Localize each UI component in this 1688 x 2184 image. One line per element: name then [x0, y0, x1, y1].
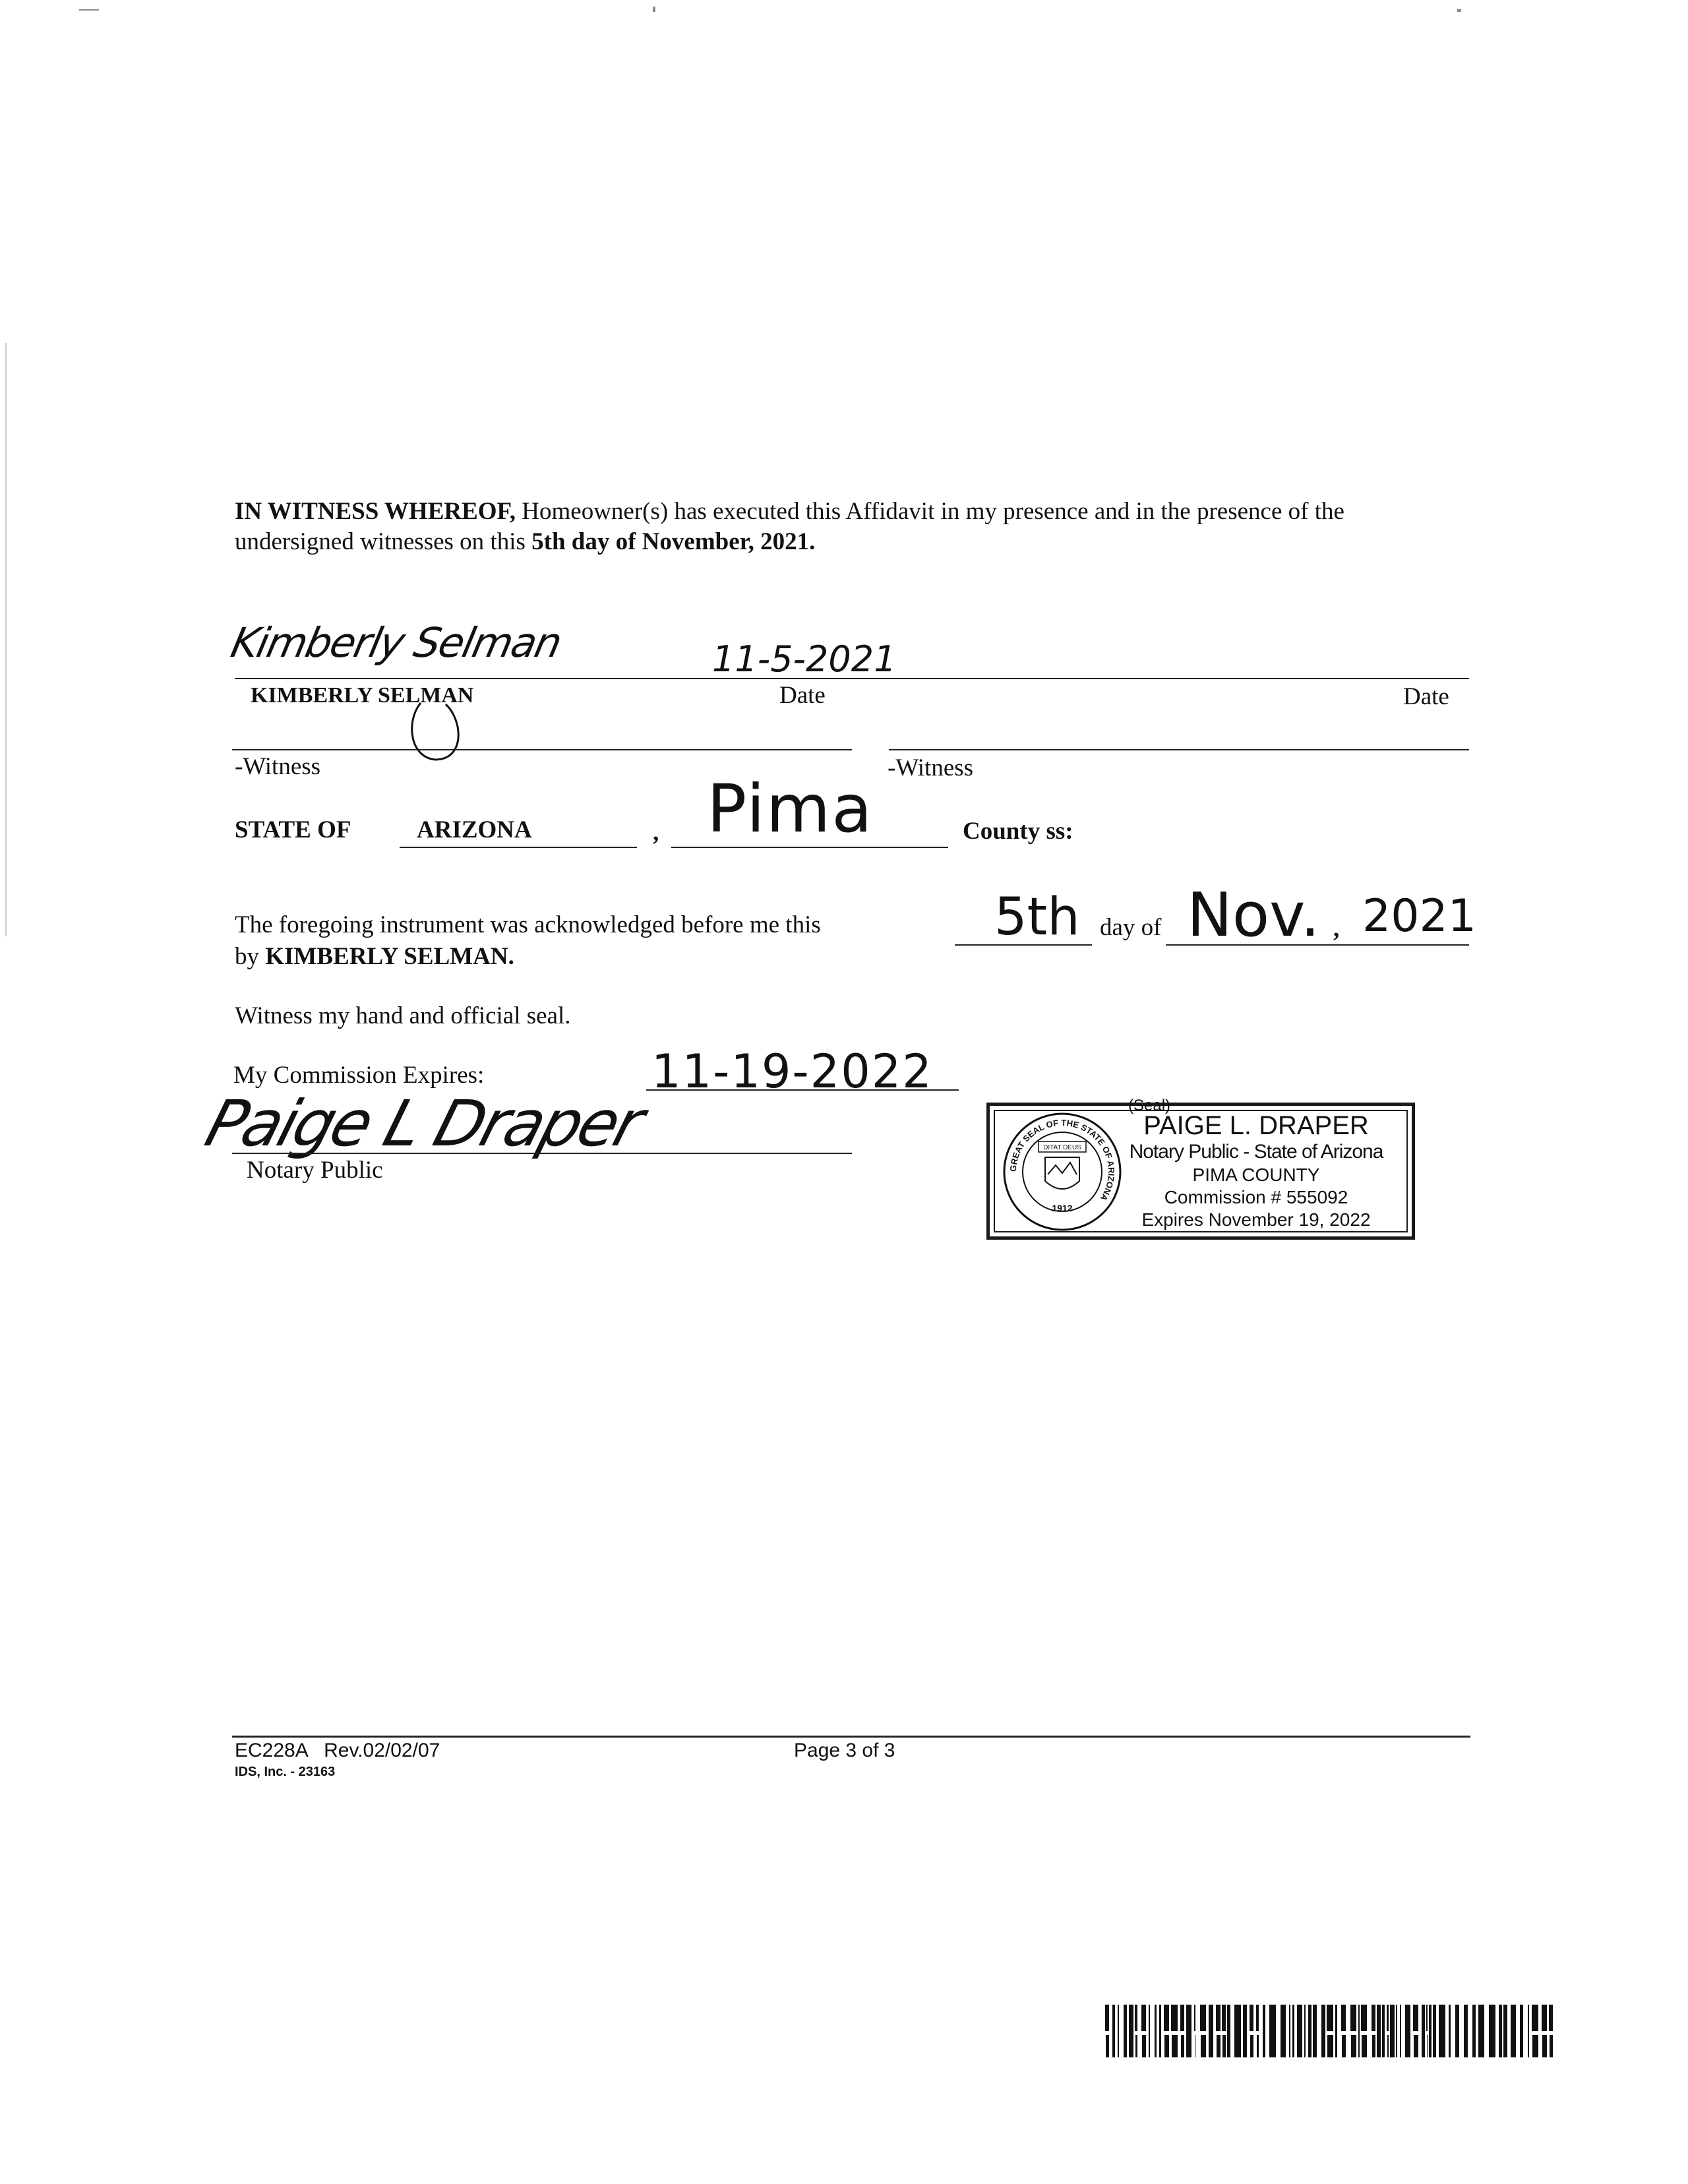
barcode-bar [1439, 2005, 1445, 2057]
barcode-bar [1427, 2035, 1428, 2057]
barcode-bar [1405, 2005, 1410, 2057]
cosigner-signature-line [889, 678, 1469, 679]
stamp-notary-title: Notary Public - State of Arizona [1129, 1141, 1383, 1163]
barcode-bar [1171, 2005, 1178, 2031]
signer-date-label: Date [779, 682, 826, 709]
official-seal-statement: Witness my hand and official seal. [235, 1002, 571, 1029]
barcode-bar [1217, 2035, 1221, 2057]
ack-day-handwritten: 5th [994, 888, 1080, 947]
state-label: STATE OF [235, 816, 351, 843]
barcode-bar [1234, 2005, 1241, 2057]
barcode-bar [1361, 2005, 1367, 2031]
barcode-bar [1250, 2035, 1253, 2057]
barcode-bar [1429, 2005, 1432, 2057]
barcode-bar [1542, 2035, 1547, 2057]
barcode-bar [1341, 2005, 1346, 2031]
barcode-bar [1106, 2035, 1109, 2057]
barcode-bar [1181, 2035, 1184, 2057]
signer-name: KIMBERLY SELMAN [251, 683, 474, 708]
notary-public-label: Notary Public [247, 1157, 383, 1184]
witness-label-right: -Witness [888, 754, 974, 781]
barcode-bar [1164, 2005, 1169, 2031]
barcode-bar [1327, 2005, 1333, 2031]
cosigner-date-label: Date [1403, 683, 1449, 710]
barcode-bar [1200, 2005, 1206, 2031]
signer-signature-line [235, 678, 897, 679]
stamp-commission-number: Commission # 555092 [1164, 1187, 1348, 1207]
barcode-bar [1335, 2005, 1337, 2057]
commission-expires-line [646, 1089, 959, 1091]
barcode-bar [1413, 2005, 1418, 2031]
barcode-bar [1342, 2035, 1346, 2057]
barcode-bar [1201, 2035, 1206, 2057]
barcode-bar [1503, 2005, 1507, 2057]
acknowledgment-line2 [235, 942, 514, 972]
barcode-bar [1209, 2005, 1213, 2057]
seal-motto: DITAT DEUS [1043, 1144, 1081, 1151]
barcode-bar [1112, 2005, 1115, 2057]
stamp-text-block [1111, 1097, 1401, 1231]
barcode-bar [1489, 2005, 1495, 2057]
barcode-bar [1292, 2005, 1294, 2057]
barcode-bar [1478, 2005, 1484, 2057]
ack-day-of: day of [1100, 914, 1162, 941]
ack-month-handwritten: Nov. [1187, 880, 1320, 950]
barcode-bar [1382, 2005, 1385, 2057]
ack-day-line [955, 944, 1092, 946]
barcode-bar [1141, 2005, 1146, 2031]
barcode-bar [1520, 2005, 1523, 2057]
barcode-bar [1532, 2005, 1538, 2031]
barcode-bar [1422, 2005, 1425, 2057]
stamp-county: PIMA COUNTY [1192, 1165, 1320, 1185]
witness-date: 5th day of November, 2021. [531, 528, 816, 555]
barcode-bar [1129, 2005, 1133, 2057]
document-barcode [1105, 2005, 1553, 2057]
barcode-bar [1257, 2035, 1259, 2057]
footer-vendor: IDS, Inc. - 23163 [235, 1765, 336, 1779]
barcode-bar [1414, 2035, 1418, 2057]
barcode-bar [1542, 2005, 1547, 2031]
barcode-bar [1321, 2005, 1325, 2057]
barcode-bar [1449, 2005, 1451, 2057]
witness-paragraph-line1 [235, 497, 1472, 527]
barcode-bar [1372, 2005, 1375, 2031]
county-line [671, 847, 948, 848]
barcode-bar [1400, 2005, 1401, 2057]
barcode-bar [1387, 2005, 1389, 2031]
barcode-bar [1426, 2005, 1428, 2031]
barcode-bar [1222, 2035, 1226, 2057]
barcode-bar [1281, 2005, 1286, 2057]
witness-paragraph-line2 [235, 527, 815, 557]
barcode-bar [1377, 2005, 1381, 2057]
barcode-bar [1135, 2005, 1137, 2031]
barcode-bar [1390, 2005, 1395, 2057]
arizona-state-seal [1002, 1111, 1123, 1232]
stamp-notary-name: PAIGE L. DRAPER [1143, 1111, 1369, 1140]
barcode-bar [1250, 2005, 1253, 2031]
seal-year: 1912 [1052, 1203, 1073, 1213]
barcode-bar [1289, 2005, 1290, 2057]
ack-year-separator: , [1333, 915, 1340, 942]
barcode-bar [1372, 2035, 1375, 2057]
barcode-bar [1304, 2005, 1306, 2057]
seal-ring-text: GREAT SEAL OF THE STATE OF ARIZONA [1008, 1117, 1117, 1203]
state-county-separator: , [653, 819, 659, 846]
barcode-bar [1358, 2005, 1360, 2057]
notary-stamp [986, 1097, 1415, 1240]
signature-loop-mark [402, 700, 468, 764]
barcode-bar [1172, 2035, 1178, 2057]
barcode-bar [1256, 2005, 1259, 2031]
barcode-bar [1149, 2005, 1150, 2057]
barcode-bar [1528, 2005, 1529, 2057]
barcode-bar [1549, 2005, 1553, 2031]
barcode-bar [1164, 2035, 1169, 2057]
barcode-bar [1118, 2005, 1119, 2057]
county-label: County ss: [963, 818, 1073, 845]
footer-page-number: Page 3 of 3 [794, 1740, 895, 1761]
barcode-bar [1499, 2005, 1502, 2057]
barcode-bar [1159, 2005, 1161, 2057]
barcode-bar [1362, 2035, 1367, 2057]
acknowledgment-line1: The foregoing instrument was acknowledged before me this [235, 911, 821, 938]
barcode-bar [1124, 2005, 1127, 2057]
barcode-bar [1351, 2035, 1356, 2057]
witness-lead: IN WITNESS WHEREOF, [235, 498, 516, 525]
witness-line-left [232, 749, 852, 750]
commission-expires-handwritten: 11-19-2022 [651, 1045, 933, 1099]
barcode-bar [1472, 2005, 1476, 2057]
state-value: ARIZONA [417, 816, 532, 843]
barcode-bar [1350, 2005, 1356, 2031]
barcode-bar [1455, 2005, 1459, 2057]
notary-signature: Paige L Draper [197, 1087, 650, 1161]
county-handwritten: Pima [707, 770, 874, 847]
barcode-bar [1222, 2005, 1226, 2031]
witness-label-left: -Witness [235, 753, 321, 780]
footer-form-code: EC228A Rev.02/02/07 [235, 1740, 440, 1761]
scan-speck [79, 9, 99, 11]
scan-speck [1457, 9, 1461, 12]
state-value-line [400, 847, 637, 848]
barcode-bar [1387, 2035, 1389, 2057]
ack-year-handwritten: 2021 [1362, 890, 1477, 942]
barcode-bar [1313, 2005, 1317, 2057]
ack-month-line [1166, 944, 1469, 946]
footer-rule [232, 1736, 1470, 1738]
barcode-bar [1186, 2005, 1191, 2057]
signer-date-handwritten: 11-5-2021 [712, 638, 897, 680]
notary-signature-line [232, 1153, 852, 1154]
witness-line-right [889, 749, 1469, 750]
barcode-bar [1194, 2005, 1195, 2031]
barcode-bar [1511, 2005, 1516, 2057]
barcode-bar [1396, 2005, 1397, 2057]
barcode-bar [1297, 2005, 1302, 2057]
scan-edge [5, 343, 7, 936]
barcode-bar [1105, 2005, 1109, 2031]
barcode-bar [1180, 2005, 1184, 2031]
acknowledgment-prefix: by [235, 943, 259, 970]
barcode-bar [1243, 2005, 1247, 2057]
witness-line2-start: undersigned witnesses on this [235, 528, 526, 555]
barcode-bar [1550, 2035, 1553, 2057]
acknowledgment-name: KIMBERLY SELMAN. [265, 943, 514, 970]
barcode-bar [1263, 2005, 1265, 2057]
barcode-bar [1135, 2035, 1137, 2057]
commission-expires-label: My Commission Expires: [233, 1062, 485, 1089]
barcode-bar [1216, 2005, 1221, 2031]
scan-speck [653, 7, 655, 12]
barcode-bar [1269, 2005, 1276, 2057]
signer-signature: Kimberly Selman [227, 619, 566, 667]
barcode-bar [1532, 2035, 1538, 2057]
barcode-bar [1155, 2005, 1157, 2057]
stamp-expiration: Expires November 19, 2022 [1141, 1209, 1371, 1230]
seal-label: (Seal) [1128, 1097, 1171, 1114]
barcode-bar [1464, 2005, 1468, 2057]
barcode-bar [1142, 2035, 1146, 2057]
barcode-bar [1227, 2005, 1230, 2057]
barcode-bar [1433, 2005, 1436, 2057]
barcode-bar [1308, 2005, 1311, 2057]
barcode-bar [1327, 2035, 1333, 2057]
witness-line1-rest: Homeowner(s) has executed this Affidavit in my presence and in the presence of the [522, 498, 1344, 525]
